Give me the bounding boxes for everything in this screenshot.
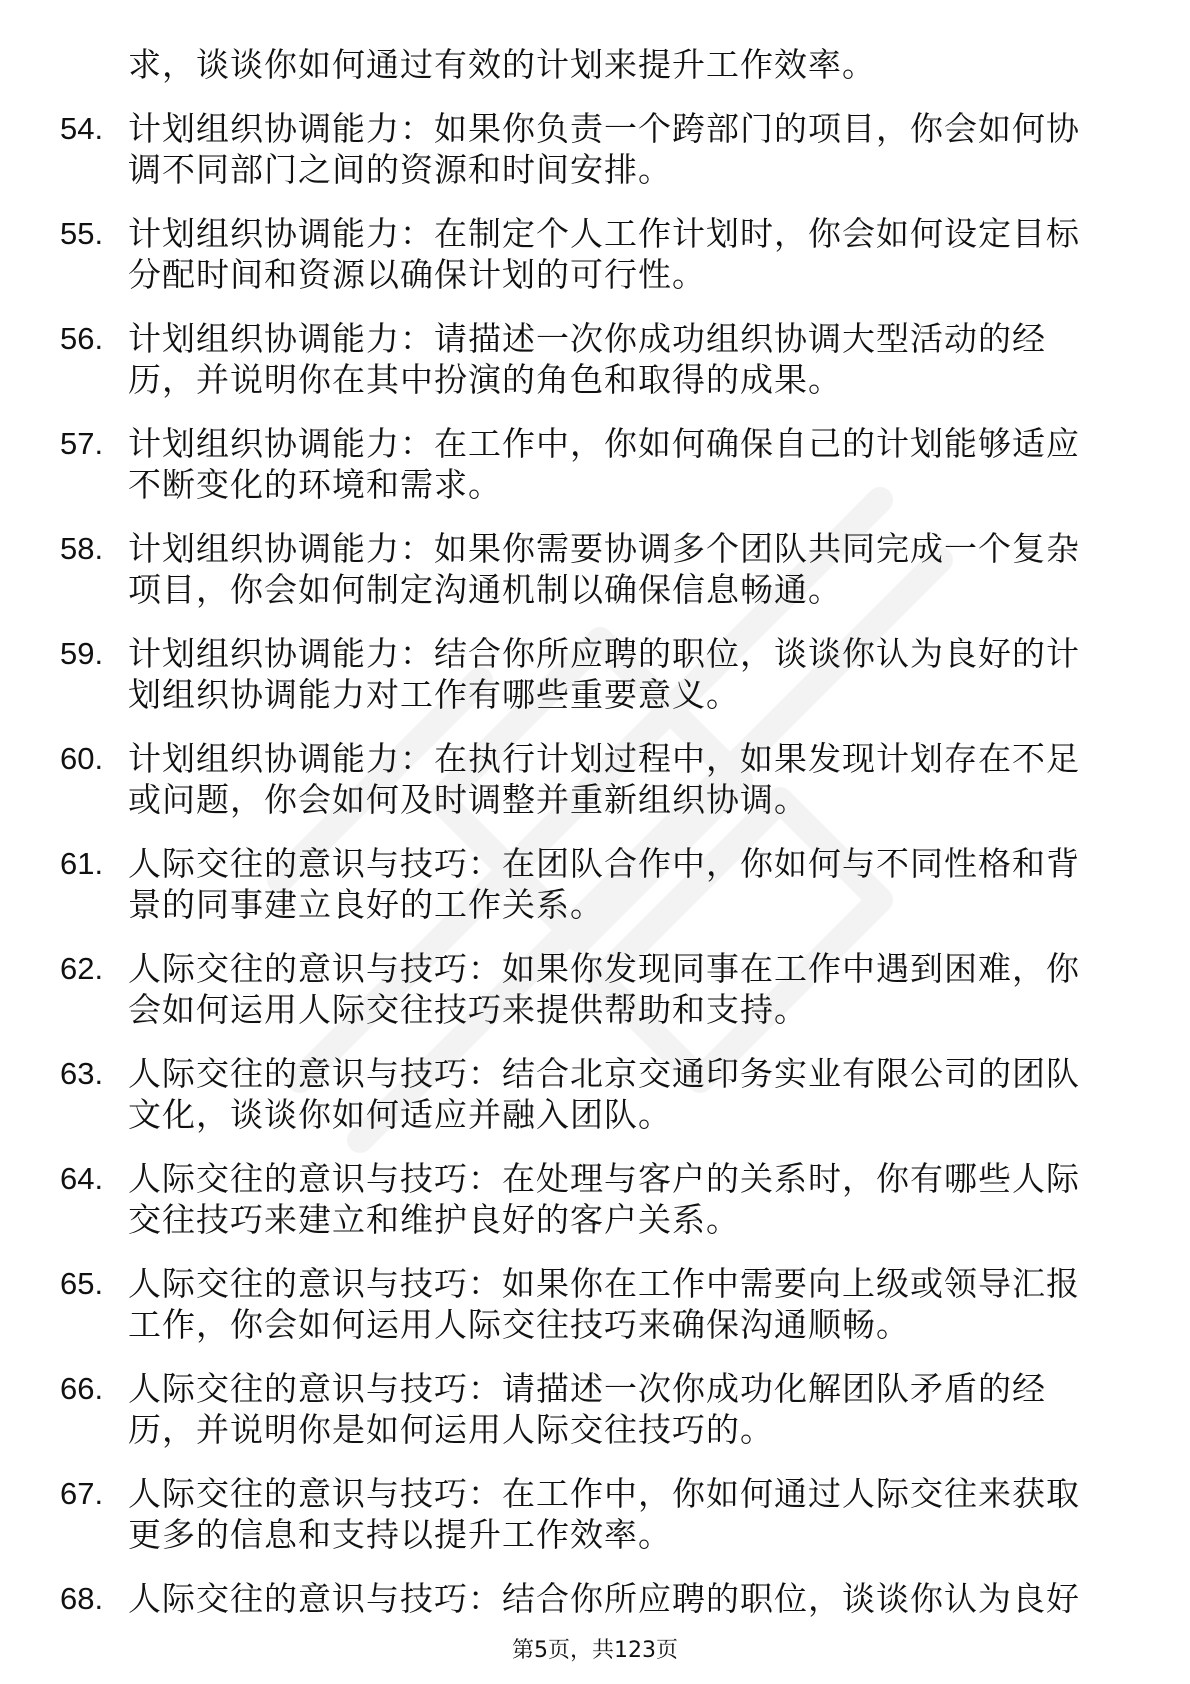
item-number: 58.	[60, 531, 104, 566]
item-number: 55.	[60, 216, 104, 251]
item-number: 67.	[60, 1476, 104, 1511]
item-number: 59.	[60, 636, 104, 671]
item-text: 计划组织协调能力：结合你所应聘的职位，谈谈你认为良好的计划组织协调能力对工作有哪些重要意义。	[128, 634, 1080, 714]
item-number: 57.	[60, 426, 104, 461]
page-number-footer: 第5页，共123页	[512, 1638, 678, 1663]
list-item	[60, 108, 1110, 190]
list-item	[60, 1578, 1110, 1619]
item-text: 计划组织协调能力：在工作中，你如何确保自己的计划能够适应不断变化的环境和需求。	[128, 424, 1080, 504]
items-container	[60, 108, 1110, 1619]
list-item	[60, 843, 1110, 925]
list-item	[60, 1473, 1110, 1555]
item-text: 人际交往的意识与技巧：如果你在工作中需要向上级或领导汇报工作，你会如何运用人际交往技巧来确保沟通顺畅。	[128, 1264, 1080, 1344]
list-item	[60, 213, 1110, 295]
item-text: 人际交往的意识与技巧：在工作中，你如何通过人际交往来获取更多的信息和支持以提升工作效率。	[128, 1474, 1080, 1554]
list-item	[60, 1053, 1110, 1135]
item-number: 68.	[60, 1581, 104, 1616]
item-number: 54.	[60, 111, 104, 146]
item-text: 计划组织协调能力：在制定个人工作计划时，你会如何设定目标分配时间和资源以确保计划的可行性。	[128, 214, 1080, 294]
list-item	[60, 633, 1110, 715]
item-text: 人际交往的意识与技巧：在处理与客户的关系时，你有哪些人际交往技巧来建立和维护良好的客户关系。	[128, 1159, 1080, 1239]
item-text: 计划组织协调能力：如果你负责一个跨部门的项目，你会如何协调不同部门之间的资源和时间安排。	[128, 109, 1080, 189]
list-item	[60, 1368, 1110, 1450]
item-number: 60.	[60, 741, 104, 776]
item-text: 人际交往的意识与技巧：结合北京交通印务实业有限公司的团队文化，谈谈你如何适应并融入团队。	[128, 1054, 1080, 1134]
item-number: 63.	[60, 1056, 104, 1091]
item-text: 计划组织协调能力：请描述一次你成功组织协调大型活动的经历，并说明你在其中扮演的角色和取得的成果。	[128, 319, 1046, 399]
continued-text: 求，谈谈你如何通过有效的计划来提升工作效率。	[128, 45, 876, 84]
item-number: 65.	[60, 1266, 104, 1301]
list-item	[60, 528, 1110, 610]
item-number: 64.	[60, 1161, 104, 1196]
item-number: 66.	[60, 1371, 104, 1406]
question-list	[60, 44, 1110, 1642]
item-number: 61.	[60, 846, 104, 881]
list-item	[60, 948, 1110, 1030]
item-text: 人际交往的意识与技巧：如果你发现同事在工作中遇到困难，你会如何运用人际交往技巧来提供帮助和支持。	[128, 949, 1080, 1029]
list-item	[60, 423, 1110, 505]
list-item	[60, 1263, 1110, 1345]
item-number: 56.	[60, 321, 104, 356]
item-text: 计划组织协调能力：在执行计划过程中，如果发现计划存在不足或问题，你会如何及时调整并重新组织协调。	[128, 739, 1080, 819]
item-text: 计划组织协调能力：如果你需要协调多个团队共同完成一个复杂项目，你会如何制定沟通机制以确保信息畅通。	[128, 529, 1080, 609]
item-text: 人际交往的意识与技巧：在团队合作中，你如何与不同性格和背景的同事建立良好的工作关系。	[128, 844, 1080, 924]
item-text: 人际交往的意识与技巧：请描述一次你成功化解团队矛盾的经历，并说明你是如何运用人际交往技巧的。	[128, 1369, 1046, 1449]
list-item	[60, 738, 1110, 820]
item-number: 62.	[60, 951, 104, 986]
list-item	[60, 318, 1110, 400]
list-item	[60, 1158, 1110, 1240]
item-text: 人际交往的意识与技巧：结合你所应聘的职位，谈谈你认为良好	[128, 1579, 1080, 1618]
